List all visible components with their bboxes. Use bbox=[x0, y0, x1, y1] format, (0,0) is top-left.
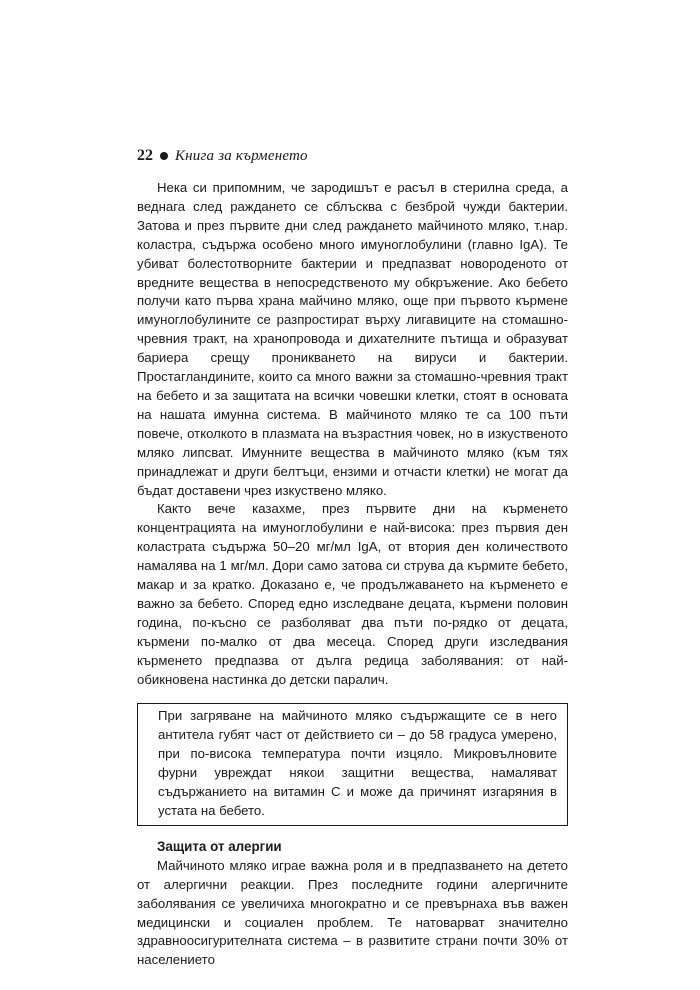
section-paragraph: Майчиното мляко играе важна роля и в предпазването на детето от алергични реакции. През последните години алергичните заболявания се увеличиха многократно и се превърнаха във важен медицински и социален проблем. Те натоварват значително здравноосигурителната система – в развитите страни почти 30% от населението bbox=[137, 857, 568, 968]
section-heading: Защита от алергии bbox=[157, 838, 282, 854]
page-body bbox=[137, 179, 568, 970]
running-header bbox=[137, 147, 308, 165]
body-paragraph: Както вече казахме, през първите дни на кърменето концентрацията на имуноглобулини е най-висока: през първия ден коластрата съдържа 50–20 мг/мл IgA, от втория ден количеството намалява на 1 мг/мл. Дори само затова си струва да кърмите бебето, макар и за кратко. Доказано е, че продължаването на кърменето е важно за бебето. Според едно изследване децата, кърмени половин година, по-късно се разболяват два пъти по-рядко от децата, кърмени по-малко от два месеца. Според други изследвания кърменето предпазва от дълга редица заболявания: от най-обикновена настинка до детски паралич. bbox=[137, 501, 568, 687]
bullet-icon bbox=[160, 152, 168, 160]
note-box-text: При загряване на майчиното мляко съдържащите се в него антитела губят част от действието си – до 58 градуса умерено, при по-висока температура почти изцяло. Микровълновите фурни увреждат някои защитни вещества, намаляват съдържанието на витамин С и може да причинят изгаряния в устата на бебето. bbox=[158, 708, 557, 818]
body-paragraph: Нека си припомним, че зародишът е расъл в стерилна среда, а веднага след раждането се сблъсква с безброй чужди бактерии. Затова и през първите дни след раждането майчиното мляко, т.нар. коластра, съдържа особено много имуноглобулини (главно IgA). Те убиват болестотворните бактерии и предпазват новороденото от вредните вещества в непосредственото му обкръжение. Ако бебето получи като първа храна майчино мляко, още при първото кърмене имуноглобулините се разпростират върху лигавиците на стомашно-чревния тракт, на хранопровода и дихателните пътища и образуват бариера срещу проникването на вируси и бактерии. Простагландините, които са много важни за стомашно-чревния тракт на бебето и за защитата на всички човешки клетки, стоят в основата на нашата имунна система. В майчиното мляко те са 100 пъти повече, отколкото в плазмата на възрастния човек, но в изкуственото мляко липсват. Имунните вещества в майчиното мляко (към тях принадлежат и други белтъци, ензими и отчасти клетки) не могат да бъдат доставени чрез изкуствено мляко. bbox=[137, 180, 568, 498]
note-box bbox=[137, 703, 568, 825]
book-title: Книга за кърменето bbox=[175, 147, 308, 164]
page-number: 22 bbox=[137, 147, 153, 164]
